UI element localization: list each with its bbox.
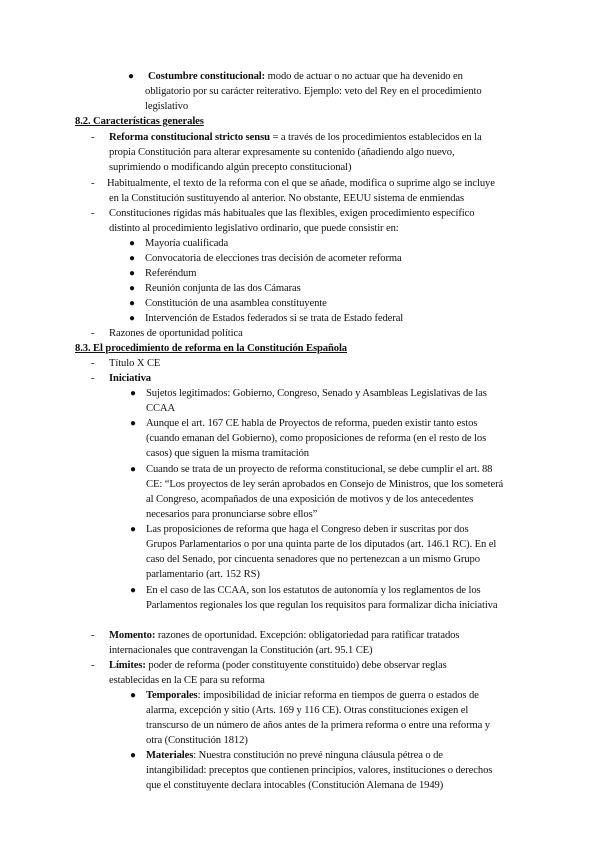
text-line: CE: “Los proyectos de ley serán aprobados en Consejo de Ministros, que los someterá xyxy=(146,479,504,490)
list-item: En el caso de las CCAA, son los estatutos de autonomía y los reglamentos de los xyxy=(146,585,481,596)
list-item: Las proposiciones de reforma que haga el Congreso deben ir suscritas por dos xyxy=(146,524,469,535)
text-line: suprimiendo o modificando algún precepto constitucional) xyxy=(109,162,352,173)
dash-icon: - xyxy=(91,630,95,641)
list-item: Constitución de una asamblea constituyente xyxy=(145,298,327,309)
bullet-icon: ● xyxy=(130,750,137,761)
bullet-icon: ● xyxy=(130,388,137,399)
text-line: internacionales que contravengan la Constitución (art. 95.1 CE) xyxy=(109,645,373,656)
text-line: propia Constitución para alterar expresamente su contenido (añadiendo algo nuevo, xyxy=(109,147,455,158)
dash-icon: - xyxy=(91,358,95,369)
dash-item-razones: Razones de oportunidad política xyxy=(109,328,243,339)
bullet-icon: ● xyxy=(129,253,136,264)
dash-item-habitualmente: Habitualmente, el texto de la reforma con el que se añade, modifica o suprime algo se incluye xyxy=(107,178,495,189)
text-line: intangibilidad: preceptos que contienen principios, valores, instituciones o derechos xyxy=(146,765,493,776)
list-item: Convocatoria de elecciones tras decisión de acometer reforma xyxy=(145,253,402,264)
dash-item-reforma: Reforma constitucional stricto sensu = a través de los procedimientos establecidos en la xyxy=(109,132,482,143)
text-line: Grupos Parlamentarios o por una quinta parte de los diputados (art. 146.1 RC). En el xyxy=(146,539,497,550)
list-item: Aunque el art. 167 CE habla de Proyectos de reforma, pueden existir tanto estos xyxy=(146,418,478,429)
text-line: CCAA xyxy=(146,403,176,414)
list-item: Cuando se trata de un proyecto de reforma constitucional, se debe cumplir el art. 88 xyxy=(146,464,493,475)
dash-item-titulo: Título X CE xyxy=(109,358,161,369)
text-line: alarma, excepción y sitio (Arts. 169 y 116 CE). Otras constituciones exigen el xyxy=(146,705,469,716)
text-line: distinto al procedimiento legislativo ordinario, que puede consistir en: xyxy=(109,223,399,234)
text-line: en la Constitución sustituyendo al anterior. No obstante, EEUU sistema de enmiendas xyxy=(109,193,465,204)
bullet-icon: ● xyxy=(129,238,136,249)
text-line: establecidas en la CE para su reforma xyxy=(109,675,265,686)
dash-icon: - xyxy=(91,328,95,339)
section-heading-8-3: 8.3. El procedimiento de reforma en la Constitución Española xyxy=(75,343,347,354)
bullet-icon: ● xyxy=(130,464,137,475)
bullet-icon: ● xyxy=(130,585,137,596)
dash-item-momento: Momento: razones de oportunidad. Excepción: obligatoriedad para ratificar tratados xyxy=(109,630,460,641)
text-line: casos) que siguen la misma tramitación xyxy=(146,448,310,459)
text-line: otra (Constitución 1812) xyxy=(146,735,248,746)
text-line: al Congreso, acompañados de una exposición de motivos y de los antecedentes xyxy=(146,494,474,505)
text-line: caso del Senado, por cincuenta senadores que no pertenezcan a un mismo Grupo xyxy=(146,554,480,565)
bullet-icon: ● xyxy=(130,524,137,535)
bullet-icon: ● xyxy=(130,690,137,701)
bullet-icon: ● xyxy=(128,71,135,82)
bullet-costumbre: Costumbre constitucional: modo de actuar o no actuar que ha devenido en xyxy=(148,71,463,82)
text-line: obligatorio por su carácter reiterativo. Ejemplo: veto del Rey en el procedimiento xyxy=(145,86,482,97)
dash-item-limites: Límites: poder de reforma (poder constituyente constituido) debe observar reglas xyxy=(109,660,447,671)
dash-item-constituciones: Constituciones rígidas más habituales que las flexibles, exigen procedimiento específico xyxy=(109,208,475,219)
bullet-icon: ● xyxy=(129,313,136,324)
bullet-icon: ● xyxy=(130,418,137,429)
list-item: Mayoría cualificada xyxy=(145,238,229,249)
dash-icon: - xyxy=(91,208,95,219)
text-line: Parlamentos regionales los que regulan los requisitos para formalizar dicha iniciativa xyxy=(146,600,498,611)
list-item: Reunión conjunta de las dos Cámaras xyxy=(145,283,301,294)
dash-icon: - xyxy=(91,660,95,671)
text-line: transcurso de un número de años antes de la primera reforma o entre una reforma y xyxy=(146,720,490,731)
bullet-icon: ● xyxy=(129,298,136,309)
list-item-temporales: Temporales: imposibilidad de iniciar reforma en tiempos de guerra o estados de xyxy=(146,690,479,701)
text-line: parlamentario (art. 152 RS) xyxy=(146,569,260,580)
list-item-materiales: Materiales: Nuestra constitución no prevé ninguna cláusula pétrea o de xyxy=(146,750,443,761)
list-item: Referéndum xyxy=(145,268,197,279)
text-line: (cuando emanan del Gobierno), como proposiciones de reforma (en el resto de los xyxy=(146,433,487,444)
text-line: que el constituyente declara intocables (Constitución Alemana de 1949) xyxy=(146,780,444,791)
dash-icon: - xyxy=(91,132,95,143)
bullet-icon: ● xyxy=(129,268,136,279)
list-item: Sujetos legitimados: Gobierno, Congreso, Senado y Asambleas Legislativas de las xyxy=(146,388,487,399)
dash-icon: - xyxy=(91,373,95,384)
dash-icon: - xyxy=(91,178,95,189)
text-line: legislativo xyxy=(145,101,189,112)
section-heading-8-2: 8.2. Características generales xyxy=(75,116,204,127)
list-item: Intervención de Estados federados si se trata de Estado federal xyxy=(145,313,404,324)
text-line: necesarios para pronunciarse sobre ellos” xyxy=(146,509,318,520)
dash-item-iniciativa: Iniciativa xyxy=(109,373,151,384)
bullet-icon: ● xyxy=(129,283,136,294)
